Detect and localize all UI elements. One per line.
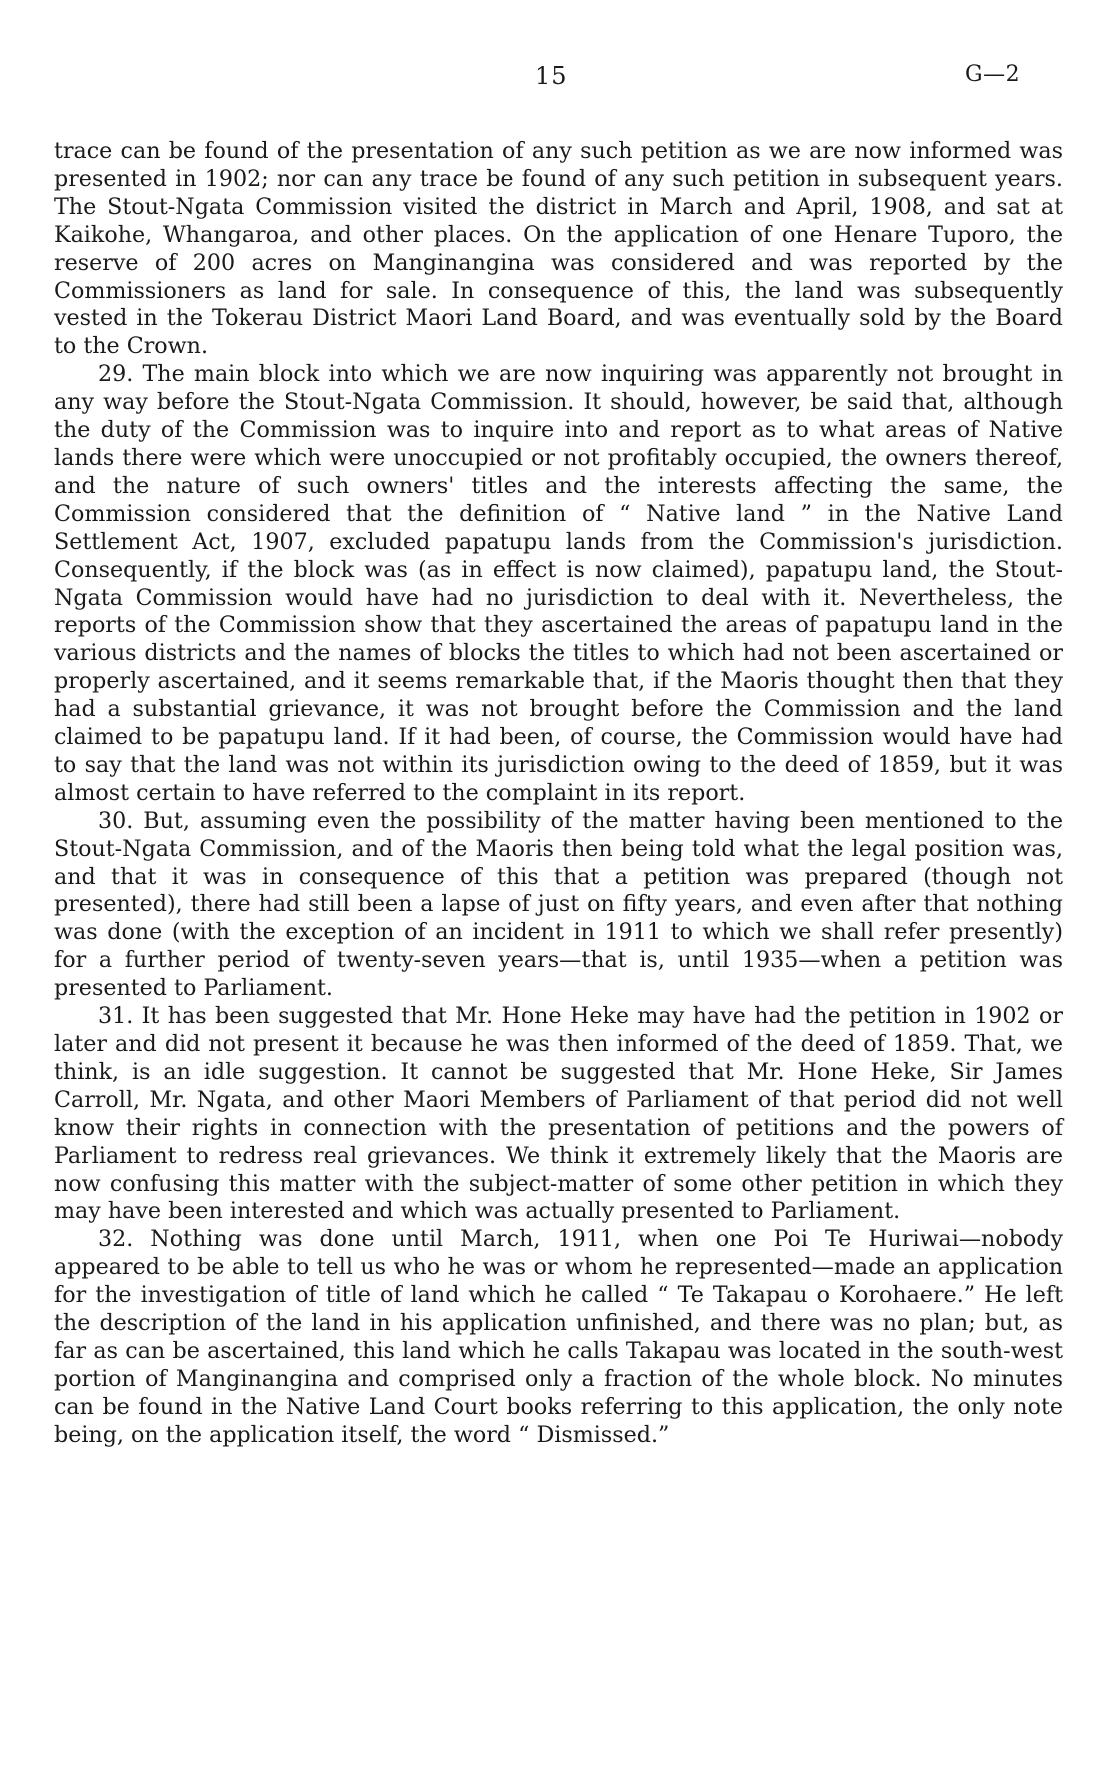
document-code: G—2 — [965, 62, 1021, 87]
paragraph-30: 30. But, assuming even the possibility of the matter having been mentioned to the Stout-Ngata Commission, and of the Maoris then being told what the legal position was, and that it was in consequence of this that a petition was prepared (though not presented), there had still been a lapse of just on fifty years, and even after that nothing was done (with the exception of an incident in 1911 to which we shall refer presently) for a further period of twenty-seven years—that is, until 1935—when a petition was presented to Parliament. — [54, 807, 1063, 1002]
paragraph-32: 32. Nothing was done until March, 1911, when one Poi Te Huriwai—nobody appeared to be able to tell us who he was or whom he represented—made an application for the investigation of title of land which he called “ Te Takapau o Korohaere.” He left the description of the land in his application unfinished, and there was no plan; but, as far as can be ascertained, this land which he calls Takapau was located in the south-west portion of Manginangina and comprised only a fraction of the whole block. No minutes can be found in the Native Land Court books referring to this application, the only note being, on the application itself, the word “ Dismissed.” — [54, 1226, 1063, 1448]
paragraph-continuation: trace can be found of the presentation of any such petition as we are now informed was presented in 1902; nor can any trace be found of any such petition in subsequent years. The Stout-Ngata Commission visited the district in March and April, 1908, and sat at Kaikohe, Whangaroa, and other places. On the application of one Henare Tuporo, the reserve of 200 acres on Manginangina was considered and was reported by the Commissioners as land for sale. In consequence of this, the land was subsequently vested in the Tokerau District Maori Land Board, and was eventually sold by the Board to the Crown. — [54, 138, 1063, 360]
paragraph-31: 31. It has been suggested that Mr. Hone Heke may have had the petition in 1902 or later and did not present it because he was then informed of the deed of 1859. That, we think, is an idle suggestion. It cannot be suggested that Mr. Hone Heke, Sir James Carroll, Mr. Ngata, and other Maori Members of Parliament of that period did not well know their rights in connection with the presentation of petitions and the powers of Parliament to redress real grievances. We think it extremely likely that the Maoris are now confusing this matter with the subject-matter of some other petition in which they may have been interested and which was actually presented to Parliament. — [54, 1003, 1063, 1225]
page-header — [0, 62, 1114, 96]
page-number: 15 — [535, 62, 568, 90]
body-text — [54, 138, 1063, 1450]
paragraph-29: 29. The main block into which we are now inquiring was apparently not brought in any way before the Stout-Ngata Commission. It should, however, be said that, although the duty of the Commission was to inquire into and report as to what areas of Native lands there were which were unoccupied or not profitably occupied, the owners thereof, and the nature of such owners' titles and the interests affecting the same, the Commission considered that the definition of “ Native land ” in the Native Land Settlement Act, 1907, excluded papatupu lands from the Commission's jurisdiction. Consequently, if the block was (as in effect is now claimed), papatupu land, the Stout-Ngata Commission would have had no jurisdiction to deal with it. Nevertheless, the reports of the Commission show that they ascertained the areas of papatupu land in the various districts and the names of blocks the titles to which had not been ascertained or properly ascertained, and it seems remarkable that, if the Maoris thought then that they had a substantial grievance, it was not brought before the Commission and the land claimed to be papatupu land. If it had been, of course, the Commission would have had to say that the land was not within its jurisdiction owing to the deed of 1859, but it was almost certain to have referred to the complaint in its report. — [54, 361, 1063, 806]
